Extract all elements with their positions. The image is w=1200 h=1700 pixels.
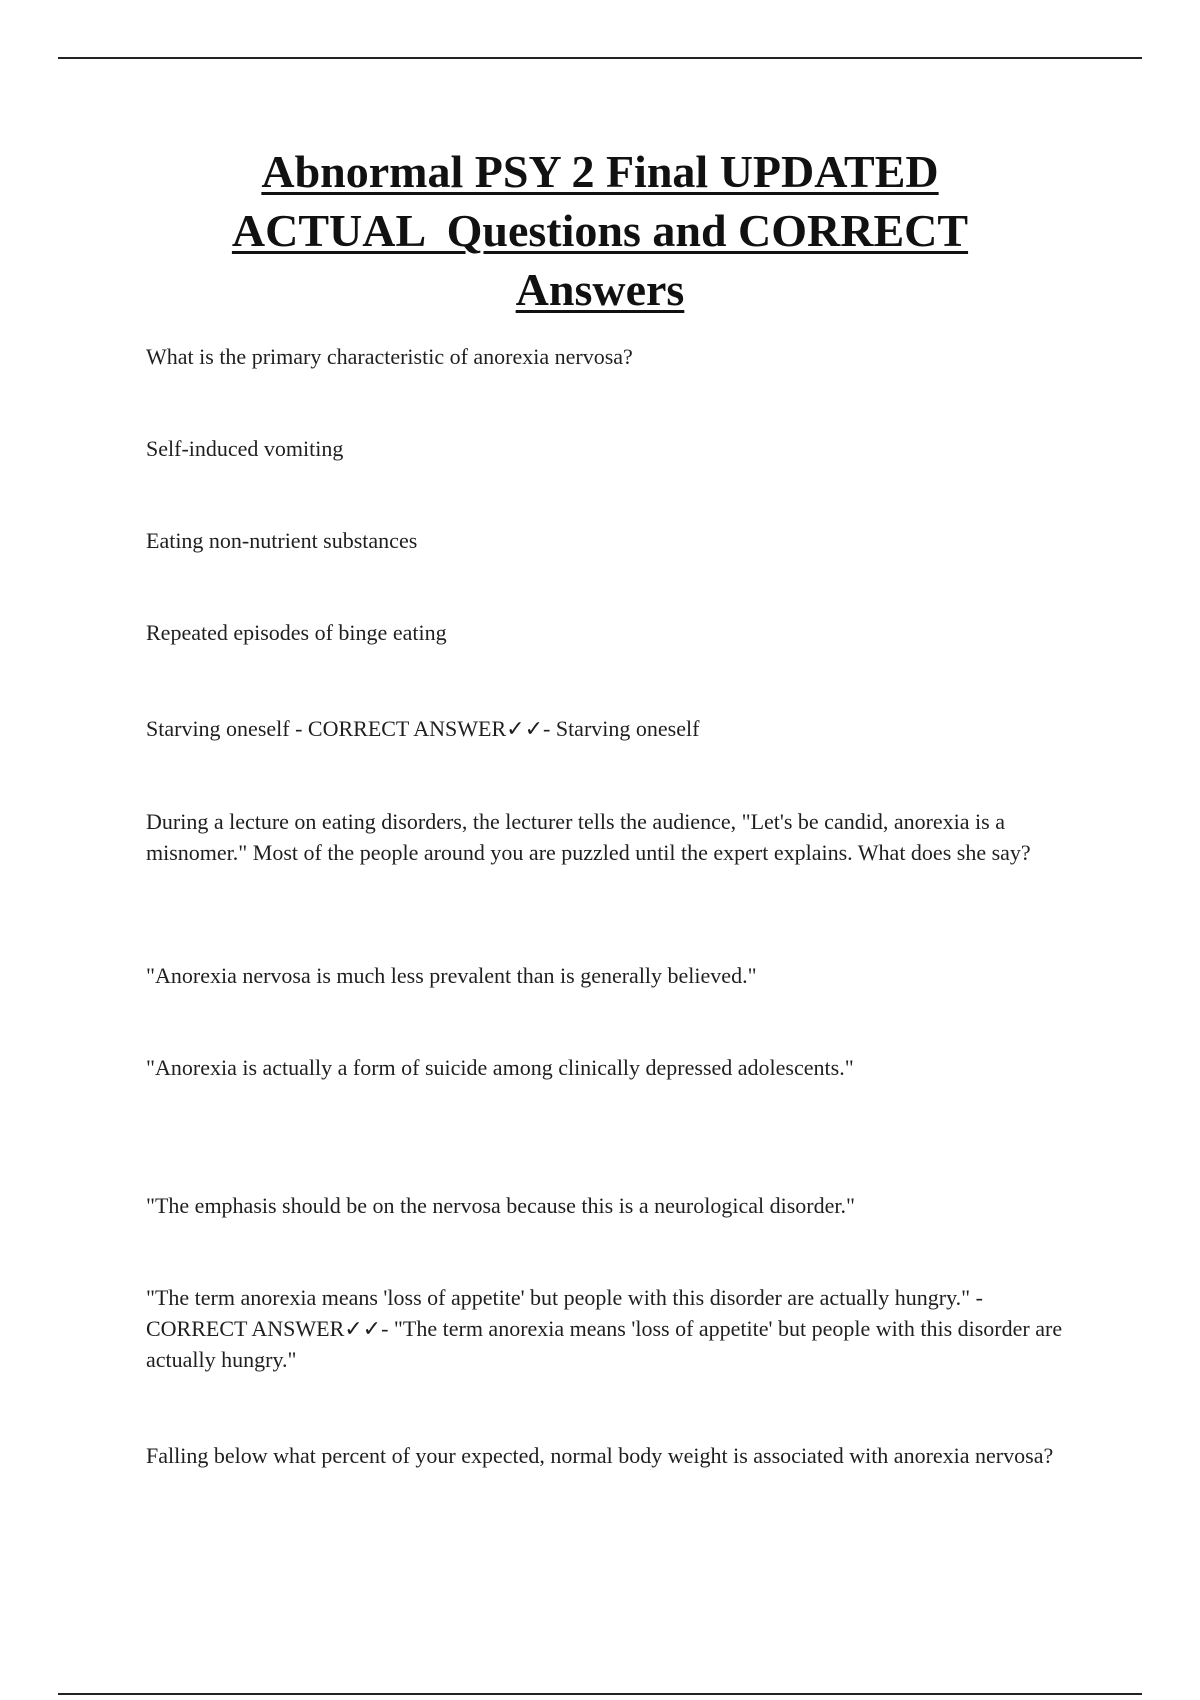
q1-answer: Starving oneself - CORRECT ANSWER✓✓- Starving oneself [146, 716, 700, 741]
q1-option-3: Repeated episodes of binge eating [146, 620, 447, 645]
q2-option-3: "The emphasis should be on the nervosa because this is a neurological disorder." [146, 1193, 855, 1218]
question-1: What is the primary characteristic of anorexia nervosa? [146, 344, 633, 369]
bottom-rule [58, 1693, 1142, 1695]
q1-option-2: Eating non-nutrient substances [146, 528, 418, 553]
q1-option-1: Self-induced vomiting [146, 436, 344, 461]
q2-option-1: "Anorexia nervosa is much less prevalent than is generally believed." [146, 963, 757, 988]
title-line-3: Answers [515, 264, 685, 315]
q2-option-2: "Anorexia is actually a form of suicide among clinically depressed adolescents." [146, 1055, 854, 1080]
question-2: During a lecture on eating disorders, the lecturer tells the audience, "Let's be candid, anorexia is a misnomer." Most of the people around you are puzzled until the expert explains. What does she say? [146, 809, 1031, 865]
title-line-2: ACTUAL Questions and CORRECT [231, 205, 969, 256]
question-3: Falling below what percent of your expected, normal body weight is associated with anorexia nervosa? [146, 1443, 1054, 1468]
q2-answer: "The term anorexia means 'loss of appetite' but people with this disorder are actually hungry." - CORRECT ANSWER✓✓- "The term anorexia means 'loss of appetite' but people with this disorder are actually hungry." [146, 1285, 1063, 1372]
top-rule [58, 57, 1142, 59]
title-line-1: Abnormal PSY 2 Final UPDATED [261, 146, 939, 197]
document-title [150, 142, 1050, 319]
